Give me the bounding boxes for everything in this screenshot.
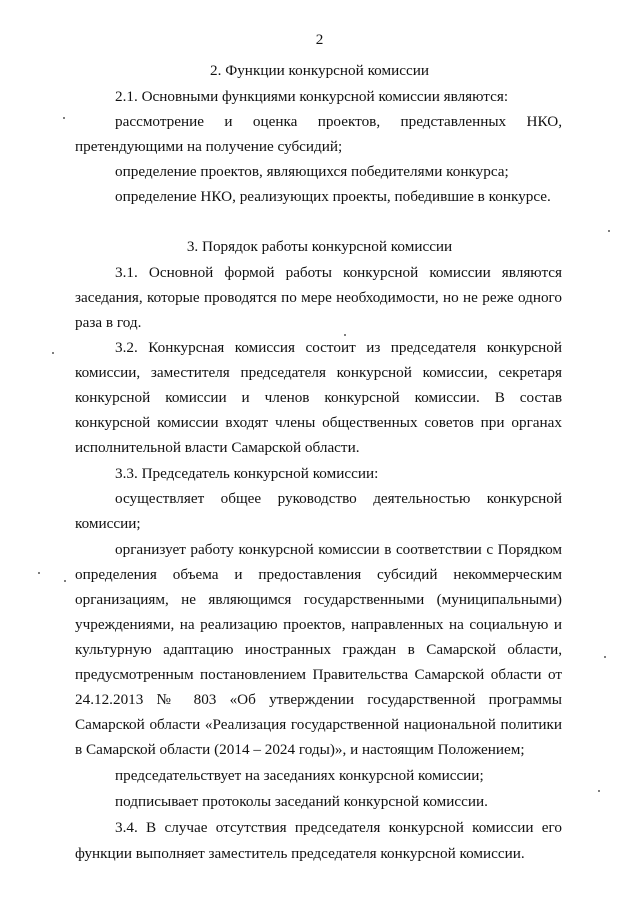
- scan-speck: [608, 230, 610, 232]
- item-review-line1: рассмотрение и оценка проектов, представленных НКО,: [115, 113, 562, 130]
- p33b-line8: Самарской области «Реализация государственной национальной политики: [75, 716, 562, 733]
- scan-speck: [38, 572, 40, 574]
- section-2-heading: 2. Функции конкурсной комиссии: [210, 62, 429, 79]
- scan-speck: [598, 790, 600, 792]
- p32-line4: конкурсной комиссии входят члены общественных советов при органах: [75, 414, 562, 431]
- p32-line5: исполнительной власти Самарской области.: [75, 439, 360, 456]
- item-winners: определение проектов, являющихся победителями конкурса;: [115, 163, 509, 180]
- item-nko: определение НКО, реализующих проекты, победившие в конкурсе.: [115, 188, 551, 205]
- p33c-line: председательствует на заседаниях конкурсной комиссии;: [115, 767, 484, 784]
- p33d-line: подписывает протоколы заседаний конкурсной комиссии.: [115, 793, 488, 810]
- item-review-line2: претендующими на получение субсидий;: [75, 138, 343, 155]
- p34-line1: 3.4. В случае отсутствия председателя конкурсной комиссии его: [115, 819, 562, 836]
- scan-speck: [344, 334, 346, 336]
- p33b-line5: культурную адаптацию иностранных граждан в Самарской области,: [75, 641, 562, 658]
- scan-speck: [604, 656, 606, 658]
- section-3-heading: 3. Порядок работы конкурсной комиссии: [186, 238, 453, 255]
- p32-line2: комиссии, заместителя председателя конкурсной комиссии, секретаря: [75, 364, 562, 381]
- page-number: 2: [315, 31, 324, 48]
- scan-speck: [52, 352, 54, 354]
- p31-line1: 3.1. Основной формой работы конкурсной комиссии являются: [115, 264, 562, 281]
- p31-line3: раза в год.: [75, 314, 142, 331]
- p33b-line9: в Самарской области (2014 – 2024 годы)», и настоящим Положением;: [75, 741, 525, 758]
- p32-line1: 3.2. Конкурсная комиссия состоит из председателя конкурсной: [115, 339, 562, 356]
- p31-line2: заседания, которые проводятся по мере необходимости, но не реже одного: [75, 289, 562, 306]
- p33b-line2: определения объема и предоставления субсидий некоммерческим: [75, 566, 562, 583]
- scan-speck: [63, 117, 65, 119]
- p33-heading: 3.3. Председатель конкурсной комиссии:: [115, 465, 379, 482]
- p33b-line6: предусмотренным постановлением Правительства Самарской области от: [75, 666, 562, 683]
- p33b-line1: организует работу конкурсной комиссии в соответствии с Порядком: [115, 541, 562, 558]
- paragraph-2-1: 2.1. Основными функциями конкурсной комиссии являются:: [115, 88, 509, 105]
- scan-speck: [64, 580, 66, 582]
- p33b-line3: организациям, не являющимся государственными (муниципальными): [75, 591, 562, 608]
- p34-line2: функции выполняет заместитель председателя конкурсной комиссии.: [75, 845, 525, 862]
- p33a-line2: комиссии;: [75, 515, 141, 532]
- p33a-line1: осуществляет общее руководство деятельностью конкурсной: [115, 490, 562, 507]
- p33b-line4: учреждениями, на реализацию проектов, направленных на социальную и: [75, 616, 562, 633]
- p32-line3: конкурсной комиссии и членов конкурсной комиссии. В состав: [75, 389, 562, 406]
- p33b-line7: 24.12.2013 № 803 «Об утверждении государственной программы: [75, 691, 562, 708]
